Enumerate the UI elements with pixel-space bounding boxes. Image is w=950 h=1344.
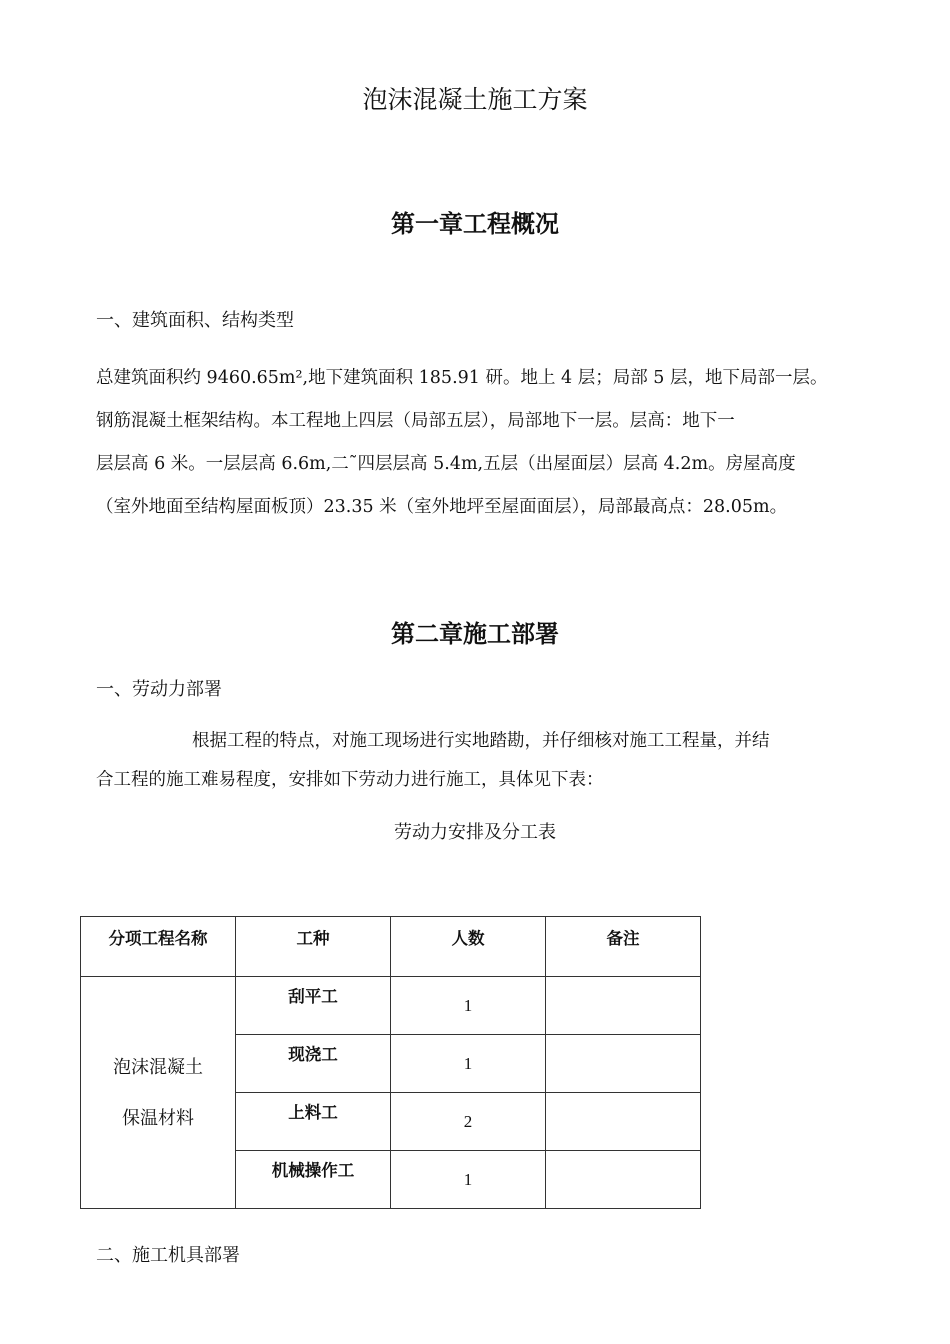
overview-line-3: 层层高 6 米。一层层高 6.6m,二˜四层层高 5.4m,五层（出屋面层）层高 4.2m。房屋高度 bbox=[96, 454, 796, 474]
overview-line-1: 总建筑面积约 9460.65m²,地下建筑面积 185.91 研。地上 4 层；局部 5 层，地下局部一层。 bbox=[96, 368, 828, 388]
headcount-cell: 2 bbox=[391, 1093, 546, 1151]
subproject-name-line-1: 泡沫混凝土 bbox=[113, 1056, 203, 1078]
header-trade: 工种 bbox=[236, 917, 391, 977]
overview-line-4: （室外地面至结构屋面板顶）23.35 米（室外地坪至屋面面层），局部最高点：28.05m。 bbox=[96, 497, 788, 517]
remarks-cell bbox=[546, 977, 701, 1035]
section-building-area-heading: 一、建筑面积、结构类型 bbox=[96, 310, 294, 331]
trade-cell: 现浇工 bbox=[236, 1035, 391, 1093]
headcount-cell: 1 bbox=[391, 1035, 546, 1093]
labor-deployment-paragraph bbox=[96, 722, 866, 800]
labor-paragraph-line-2: 合工程的施工难易程度，安排如下劳动力进行施工，具体见下表： bbox=[96, 770, 604, 790]
trade-cell: 机械操作工 bbox=[236, 1151, 391, 1209]
headcount-cell: 1 bbox=[391, 1151, 546, 1209]
section-equipment-deployment-heading: 二、施工机具部署 bbox=[96, 1245, 240, 1266]
document-title: 泡沫混凝土施工方案 bbox=[362, 85, 588, 114]
chapter-2-heading: 第二章施工部署 bbox=[391, 620, 559, 648]
table-row bbox=[81, 977, 701, 1035]
subproject-name-line-2: 保温材料 bbox=[122, 1107, 194, 1129]
project-overview-paragraph bbox=[96, 357, 886, 529]
remarks-cell bbox=[546, 1151, 701, 1209]
subproject-name-cell bbox=[81, 977, 236, 1209]
header-remarks: 备注 bbox=[546, 917, 701, 977]
labor-allocation-table bbox=[80, 916, 701, 1209]
section-labor-deployment-heading: 一、劳动力部署 bbox=[96, 679, 222, 700]
overview-line-2: 钢筋混凝土框架结构。本工程地上四层（局部五层），局部地下一层。层高：地下一 bbox=[96, 411, 735, 431]
table-header-row bbox=[81, 917, 701, 977]
trade-cell: 刮平工 bbox=[236, 977, 391, 1035]
chapter-1-heading: 第一章工程概况 bbox=[391, 210, 559, 238]
trade-cell: 上料工 bbox=[236, 1093, 391, 1151]
header-subproject-name: 分项工程名称 bbox=[81, 917, 236, 977]
table-caption: 劳动力安排及分工表 bbox=[394, 822, 556, 843]
remarks-cell bbox=[546, 1035, 701, 1093]
remarks-cell bbox=[546, 1093, 701, 1151]
headcount-cell: 1 bbox=[391, 977, 546, 1035]
header-headcount: 人数 bbox=[391, 917, 546, 977]
labor-paragraph-line-1: 根据工程的特点，对施工现场进行实地踏勘，并仔细核对施工工程量，并结 bbox=[192, 731, 770, 751]
